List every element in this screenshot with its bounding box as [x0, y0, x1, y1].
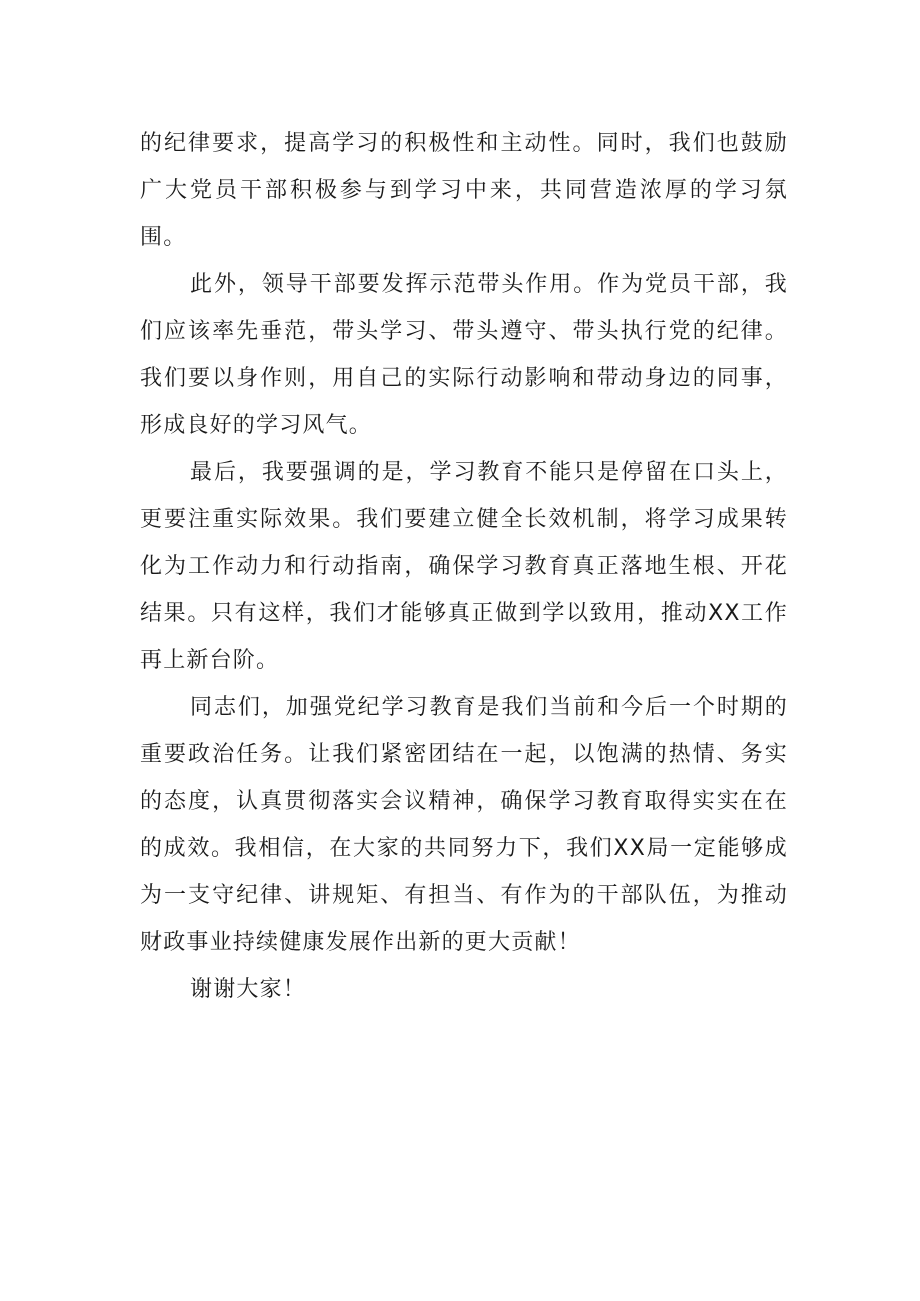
paragraph-thanks: 谢谢大家！	[190, 977, 307, 1002]
paragraph-practical-effect: 最后，我要强调的是，学习教育不能只是停留在口头上，更要注重实际效果。我们要建立健全长效机制，将学习成果转化为工作动力和行动指南，确保学习教育真正落地生根、开花结果。只有这样，我们才能够真正做到学以致用，推动XX工作再上新台阶。	[140, 460, 788, 673]
paragraph-leader-example: 此外，领导干部要发挥示范带头作用。作为党员干部，我们应该率先垂范，带头学习、带头遵守、带头执行党的纪律。我们要以身作则，用自己的实际行动影响和带动身边的同事，形成良好的学习风气。	[140, 272, 788, 438]
paragraph-closing-call: 同志们，加强党纪学习教育是我们当前和今后一个时期的重要政治任务。让我们紧密团结在一起，以饱满的热情、务实的态度，认真贯彻落实会议精神，确保学习教育取得实实在在的成效。我相信，在大家的共同努力下，我们XX局一定能够成为一支守纪律、讲规矩、有担当、有作为的干部队伍，为推动财政事业持续健康发展作出新的更大贡献！	[140, 695, 788, 955]
document-body	[140, 120, 788, 1013]
paragraph-continuation: 的纪律要求，提高学习的积极性和主动性。同时，我们也鼓励广大党员干部积极参与到学习中来，共同营造浓厚的学习氛围。	[140, 131, 788, 250]
